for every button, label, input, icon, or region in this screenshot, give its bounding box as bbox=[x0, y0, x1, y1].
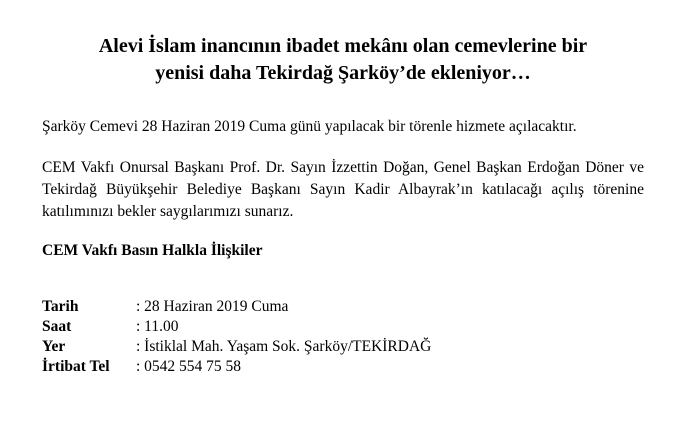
detail-row-time bbox=[42, 317, 644, 337]
headline-line-1: Alevi İslam inancının ibadet mekânı olan cemevlerine bir bbox=[98, 35, 588, 57]
detail-label: İrtibat Tel bbox=[42, 358, 110, 375]
detail-value: : 0542 554 75 58 bbox=[136, 358, 242, 375]
signature: CEM Vakfı Basın Halkla İlişkiler bbox=[42, 242, 263, 259]
detail-value: : 11.00 bbox=[136, 318, 179, 335]
detail-value: : İstiklal Mah. Yaşam Sok. Şarköy/TEKİRDAĞ bbox=[136, 338, 432, 355]
detail-label: Tarih bbox=[42, 298, 79, 315]
paragraph-opening-announcement: Şarköy Cemevi 28 Haziran 2019 Cuma günü yapılacak bir törenle hizmete açılacaktır. bbox=[42, 118, 577, 135]
paragraph-invitation: CEM Vakfı Onursal Başkanı Prof. Dr. Sayın İzzettin Doğan, Genel Başkan Erdoğan Döner ve Tekirdağ Büyükşehir Belediye Başkanı Sayın Kadir Albayrak’ın katılacağı açılış törenine katılımınızı bekler saygılarımızı sunarız. bbox=[42, 159, 644, 220]
detail-value: : 28 Haziran 2019 Cuma bbox=[136, 298, 289, 315]
headline-line-2: yenisi daha Tekirdağ Şarköy’de ekleniyor… bbox=[155, 62, 531, 84]
detail-row-date bbox=[42, 297, 644, 317]
detail-row-location bbox=[42, 337, 644, 357]
headline bbox=[42, 0, 644, 87]
detail-row-contact-phone bbox=[42, 357, 644, 377]
detail-label: Saat bbox=[42, 318, 72, 335]
event-details bbox=[42, 297, 644, 377]
detail-label: Yer bbox=[42, 338, 66, 355]
